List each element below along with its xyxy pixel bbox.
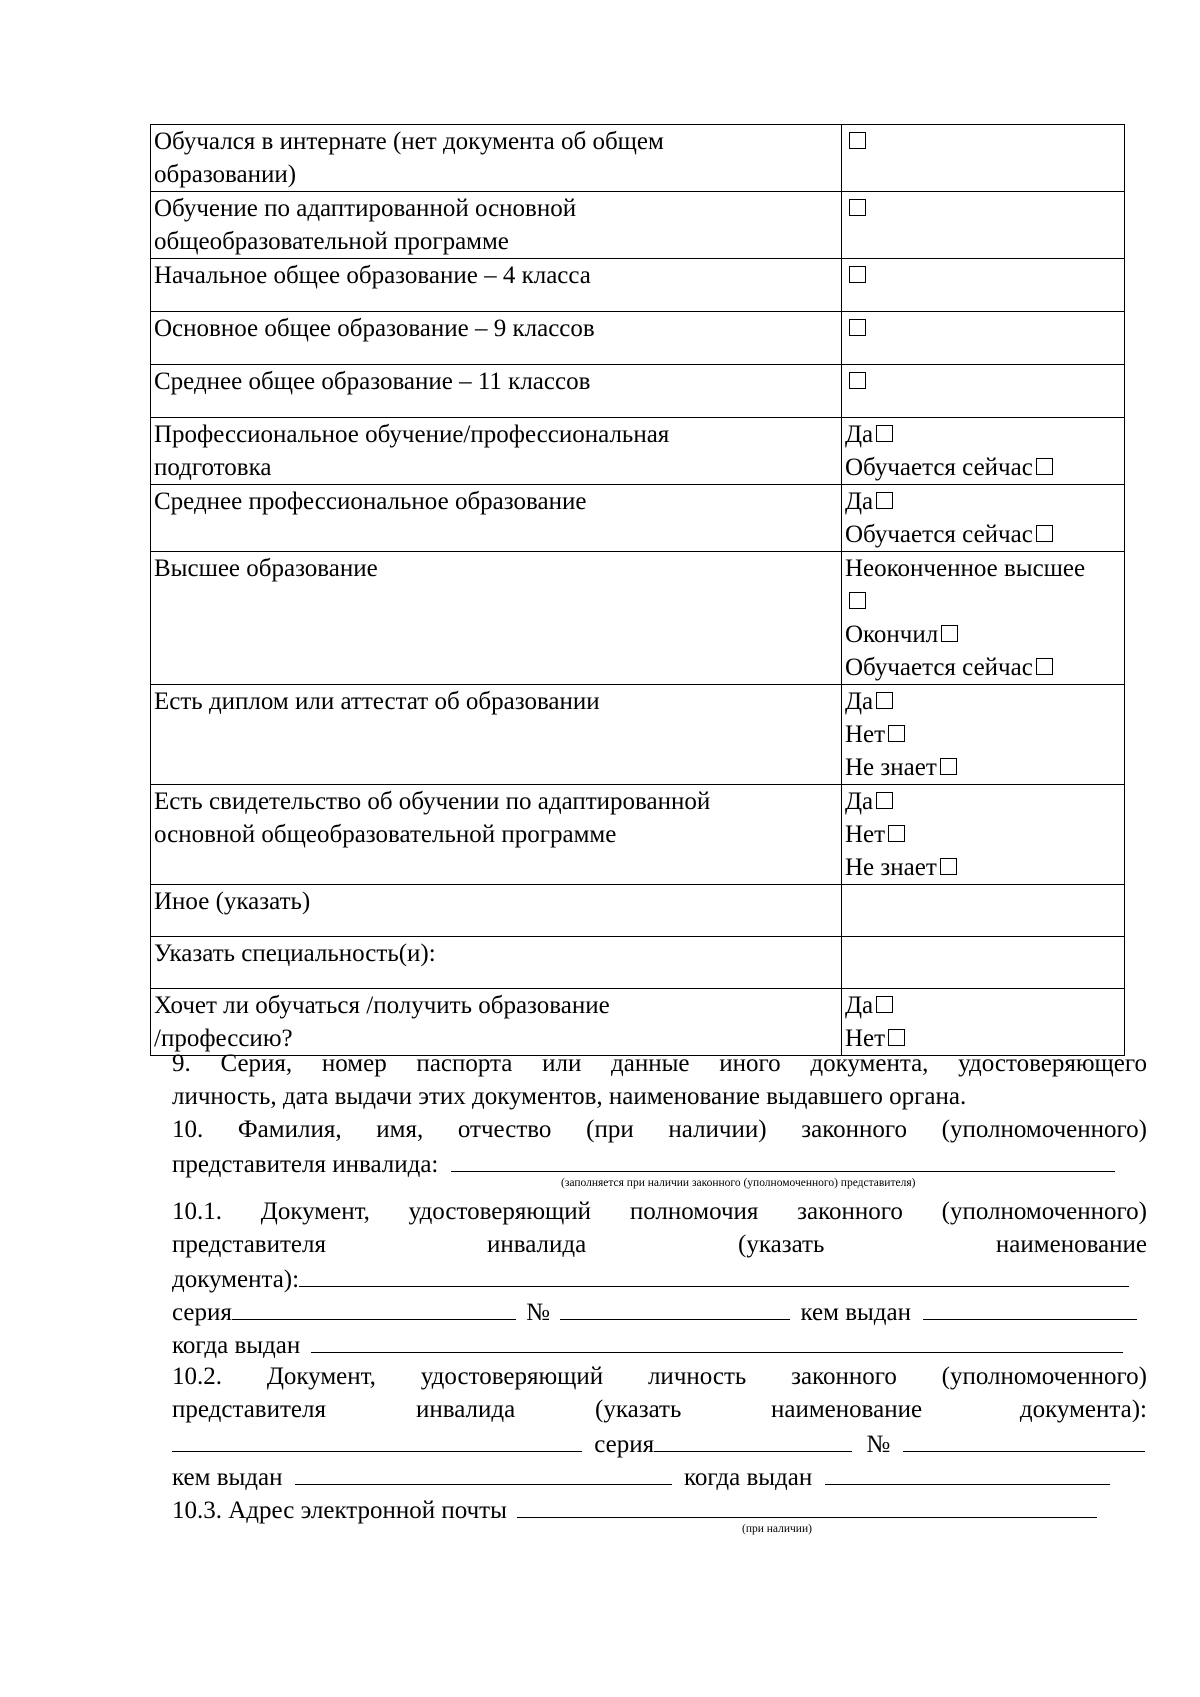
option-line [845, 651, 1121, 684]
row-label-cell [151, 989, 842, 1056]
checkbox[interactable] [849, 319, 866, 336]
section-10-1-line-3 [172, 1261, 1147, 1296]
table-row [151, 685, 1125, 785]
option-line [845, 365, 1121, 398]
section-9-line-1: 9. Серия, номер паспорта или данные иного документа, удостоверяющего [172, 1050, 1147, 1077]
option-label: Обучается сейчас [845, 521, 1033, 548]
education-table [150, 124, 1125, 1056]
checkbox[interactable] [849, 266, 866, 283]
row-options-cell [842, 312, 1125, 365]
option-label: Нет [845, 821, 886, 848]
option-line [845, 851, 1121, 884]
option-label: Обучается сейчас [845, 654, 1033, 681]
option-label: Да [845, 992, 874, 1019]
section-10-1-line-4 [172, 1294, 1147, 1329]
row-options-cell[interactable] [842, 937, 1125, 989]
row-label: Есть свидетельство об обучении по адаптированной [154, 788, 711, 815]
option-label: Да [845, 688, 874, 715]
checkbox[interactable] [876, 692, 893, 709]
section-10-hint: (заполняется при наличии законного (уполномоченного) представителя) [561, 1177, 916, 1189]
section-10-1-word-invalid: инвалида [487, 1231, 587, 1258]
row-options-cell [842, 485, 1125, 552]
table-row [151, 125, 1125, 192]
option-line [845, 451, 1121, 484]
row-label: Основное общее образование – 9 классов [154, 315, 595, 342]
representative-name-field[interactable] [451, 1146, 1115, 1172]
row-label-cell [151, 552, 842, 685]
option-line [845, 785, 1121, 818]
section-10-1-line-5 [172, 1327, 1147, 1362]
option-line [845, 125, 1121, 158]
issued-when-label-2: когда выдан [684, 1464, 813, 1491]
section-10-2-line-3 [172, 1426, 1147, 1461]
row-options-cell [842, 192, 1125, 259]
option-line [845, 485, 1121, 518]
section-10-2-line-4 [172, 1459, 1147, 1494]
option-label: Да [845, 421, 874, 448]
row-label: основной общеобразовательной программе [154, 821, 617, 848]
row-label: Среднее профессиональное образование [154, 488, 587, 515]
section-9-line-2: личность, дата выдачи этих документов, наименование выдавшего органа. [172, 1083, 967, 1110]
email-hint: (при наличии) [742, 1523, 812, 1535]
row-label: подготовка [154, 454, 272, 481]
row-options-cell [842, 125, 1125, 192]
row-label: Начальное общее образование – 4 класса [154, 262, 591, 289]
checkbox[interactable] [1036, 525, 1053, 542]
option-line [845, 618, 1121, 651]
section-10-1-word-representative: представителя [172, 1231, 326, 1258]
row-label: Есть диплом или аттестат об образовании [154, 688, 600, 715]
identity-document-field[interactable] [172, 1426, 582, 1452]
option-line [845, 751, 1121, 784]
row-label: Обучался в интернате (нет документа об общем [154, 128, 664, 155]
section-10-line-2 [172, 1146, 1147, 1181]
section-10-line-1: 10. Фамилия, имя, отчество (при наличии) законного (уполномоченного) [172, 1116, 1147, 1143]
issued-by-label: кем выдан [800, 1299, 911, 1326]
option-label: Неоконченное высшее [845, 555, 1086, 582]
row-label-cell [151, 418, 842, 485]
row-label: Высшее образование [154, 555, 378, 582]
row-options-cell[interactable] [842, 885, 1125, 937]
table-row [151, 259, 1125, 312]
option-line [845, 585, 1121, 618]
checkbox[interactable] [876, 792, 893, 809]
identity-issued-by-field[interactable] [295, 1459, 672, 1485]
row-label: Профессиональное обучение/профессиональная [154, 421, 670, 448]
option-line [845, 418, 1121, 451]
identity-number-field[interactable] [903, 1426, 1145, 1452]
row-label-cell [151, 685, 842, 785]
option-line [845, 312, 1121, 345]
section-10-1-word-specify: (указать [738, 1231, 825, 1258]
table-row [151, 885, 1125, 937]
row-label-cell [151, 125, 842, 192]
section-10-2-word-specify: (указать [595, 1396, 682, 1423]
checkbox[interactable] [888, 1029, 905, 1046]
row-options-cell [842, 418, 1125, 485]
checkbox[interactable] [849, 132, 866, 149]
row-label-cell [151, 312, 842, 365]
row-label: Иное (указать) [154, 888, 311, 915]
section-10-1-word-name: наименование [995, 1231, 1147, 1258]
table-row [151, 192, 1125, 259]
section-10-1-doc-label: документа): [172, 1266, 300, 1293]
row-options-cell [842, 685, 1125, 785]
option-label: Да [845, 488, 874, 515]
authority-number-field[interactable] [560, 1294, 790, 1320]
section-10-3-line [172, 1492, 1147, 1527]
checkbox[interactable] [849, 372, 866, 389]
row-label: Хочет ли обучаться /получить образование [154, 992, 610, 1019]
option-line [845, 818, 1121, 851]
table-row [151, 418, 1125, 485]
option-line [845, 718, 1121, 751]
row-label-cell [151, 937, 842, 989]
issued-by-label-2: кем выдан [172, 1464, 283, 1491]
identity-series-field[interactable] [654, 1426, 852, 1452]
row-options-cell [842, 365, 1125, 418]
checkbox[interactable] [940, 758, 957, 775]
row-label: Среднее общее образование – 11 классов [154, 368, 591, 395]
option-label: Да [845, 788, 874, 815]
row-label: /профессию? [154, 1025, 293, 1052]
row-label-cell [151, 259, 842, 312]
series-label-2: серия [594, 1431, 655, 1458]
checkbox[interactable] [876, 425, 893, 442]
email-field[interactable] [517, 1492, 1097, 1518]
row-label-cell [151, 365, 842, 418]
checkbox[interactable] [876, 996, 893, 1013]
issued-when-label: когда выдан [172, 1332, 301, 1359]
checkbox[interactable] [940, 858, 957, 875]
row-options-cell [842, 552, 1125, 685]
row-label-cell [151, 885, 842, 937]
option-line [845, 259, 1121, 292]
section-10-1-line-1: 10.1. Документ, удостоверяющий полномочия законного (уполномоченного) [172, 1198, 1147, 1225]
row-label-cell [151, 485, 842, 552]
checkbox[interactable] [941, 625, 958, 642]
section-10-2-word-invalid: инвалида [416, 1396, 516, 1423]
section-10-2-word-document: документа): [1019, 1396, 1147, 1423]
authority-series-field[interactable] [232, 1294, 516, 1320]
checkbox[interactable] [888, 825, 905, 842]
option-line [845, 685, 1121, 718]
row-label-cell [151, 192, 842, 259]
authority-document-field[interactable] [299, 1261, 1129, 1287]
checkbox[interactable] [888, 725, 905, 742]
table-row [151, 937, 1125, 989]
checkbox[interactable] [1036, 458, 1053, 475]
row-label: Обучение по адаптированной основной [154, 195, 577, 222]
section-10-label: представителя инвалида: [172, 1151, 439, 1178]
row-options-cell [842, 989, 1125, 1056]
identity-issued-when-field[interactable] [825, 1459, 1110, 1485]
section-10-2-word-name: наименование [771, 1396, 923, 1423]
option-label: Не знает [845, 854, 937, 881]
authority-issued-when-field[interactable] [311, 1327, 1123, 1353]
table-row [151, 552, 1125, 685]
number-label-2: № [866, 1431, 891, 1458]
checkbox[interactable] [1036, 658, 1053, 675]
checkbox[interactable] [849, 199, 866, 216]
table-row [151, 785, 1125, 885]
option-line [845, 552, 1121, 585]
row-label: общеобразовательной программе [154, 228, 509, 255]
table-row [151, 312, 1125, 365]
email-label: 10.3. Адрес электронной почты [172, 1497, 507, 1524]
checkbox[interactable] [876, 492, 893, 509]
option-line [845, 192, 1121, 225]
option-line [845, 989, 1121, 1022]
option-label: Обучается сейчас [845, 454, 1033, 481]
option-line [845, 518, 1121, 551]
row-label: образовании) [154, 161, 297, 188]
row-options-cell [842, 785, 1125, 885]
option-label: Окончил [845, 621, 939, 648]
row-label: Указать специальность(и): [154, 940, 436, 967]
section-10-2-word-representative: представителя [172, 1396, 326, 1423]
row-label-cell [151, 785, 842, 885]
option-label: Нет [845, 721, 886, 748]
row-options-cell [842, 259, 1125, 312]
table-row [151, 989, 1125, 1056]
section-10-2-line-1: 10.2. Документ, удостоверяющий личность законного (уполномоченного) [172, 1363, 1147, 1390]
checkbox[interactable] [849, 592, 866, 609]
table-row [151, 365, 1125, 418]
series-label: серия [172, 1299, 232, 1326]
option-label: Не знает [845, 754, 937, 781]
option-label: Нет [845, 1025, 886, 1052]
authority-issued-by-field[interactable] [923, 1294, 1137, 1320]
table-row [151, 485, 1125, 552]
number-label: № [526, 1299, 550, 1326]
